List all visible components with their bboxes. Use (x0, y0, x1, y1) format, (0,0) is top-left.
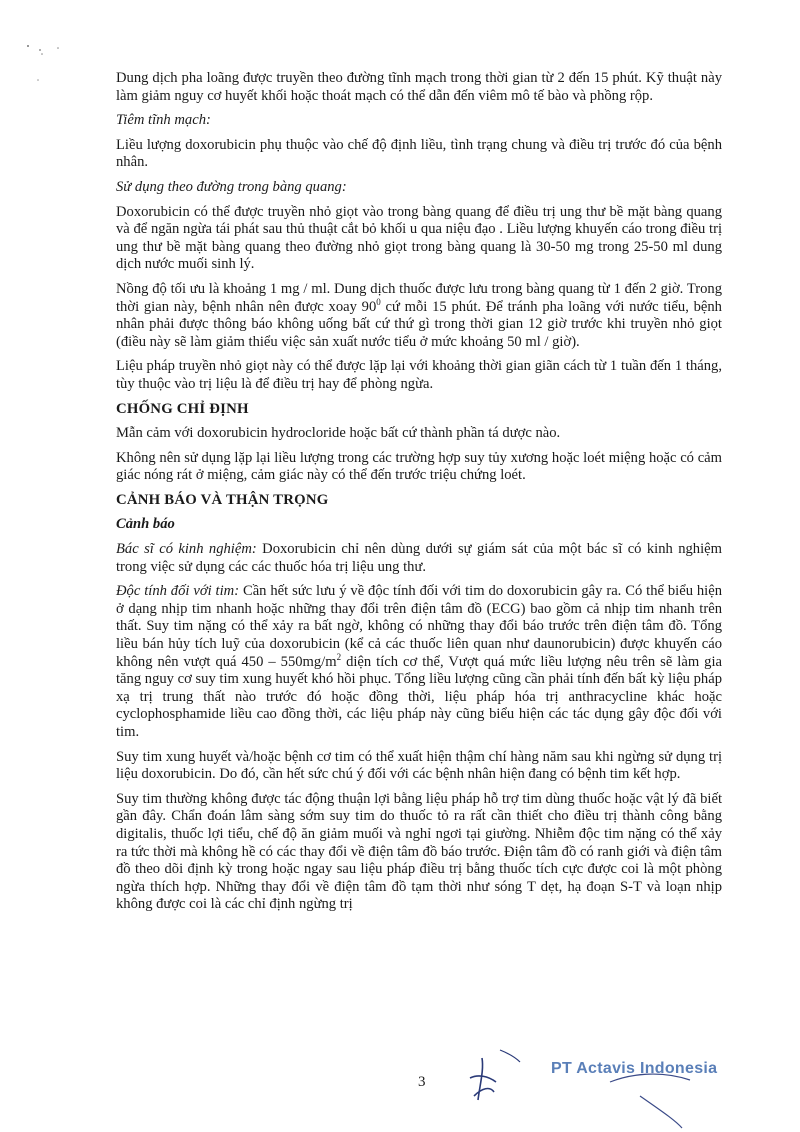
paragraph-repeat-instillation: Liệu pháp truyền nhỏ giọt này có thể được lặp lại với khoảng thời gian giãn cách từ 1 tuần đến 1 tháng, tùy thuộc vào trị liệu là để điều trị hay để phòng ngừa. (116, 358, 722, 392)
text-experienced-physician: Doxorubicin chỉ nên dùng dưới sự giám sát của một bác sĩ có kinh nghiệm trong việc sử dụng các các thuốc hóa trị liệu ung thư. (116, 541, 722, 575)
paragraph-heart-failure: Suy tim xung huyết và/hoặc bệnh cơ tim có thể xuất hiện thậm chí hàng năm sau khi ngừng sử dụng trị liệu doxorubicin. Do đó, cần hết sức chú ý đối với các bệnh nhân hiện đang có bệnh tim kết hợp. (116, 748, 722, 783)
subheading-intravesical: Sử dụng theo đường trong bàng quang: (116, 178, 347, 195)
heading-warnings-precautions: CẢNH BÁO VÀ THẬN TRỌNG (116, 491, 329, 508)
lead-cardiotoxicity: Độc tính đối với tim: (116, 583, 240, 600)
paragraph-hypersensitivity: Mẫn cảm với doxorubicin hydrocloride hoặc bất cứ thành phần tá dược nào. (116, 425, 561, 442)
heading-contraindications: CHỐNG CHỈ ĐỊNH (116, 400, 249, 417)
paragraph-heart-failure-treatment: Suy tim thường không được tác động thuận lợi bằng liệu pháp hỗ trợ tim dùng thuốc hoặc vật lý đã biết gần đây. Chẩn đoán lâm sàng sớm suy tim do thuốc tỏ ra rất cần thiết cho điều trị thành công bằng digitalis, thuốc lợi tiểu, chế độ ăn giảm muối và nghỉ ngơi tại giường. Nhiễm độc tim nặng có thể xảy ra tức thời mà không hề có các thay đổi về điện tâm đồ báo trước. Điện tâm đồ có ranh giới và điện tâm đồ theo dõi định kỳ trong hoặc ngay sau liệu pháp điều trị bằng thuốc tích cực được coi là một phòng ngừa thích hợp. Những thay đổi về điện tâm đồ tạm thời như sóng T dẹt, hạ đoạn S-T và loạn nhịp không được coi là các chỉ định ngừng trị (116, 790, 722, 913)
lead-experienced-physician: Bác sĩ có kinh nghiệm: (116, 541, 257, 558)
paragraph-cardiotoxicity (116, 583, 722, 741)
paragraph-dilution: Dung dịch pha loãng được truyền theo đường tĩnh mạch trong thời gian từ 2 đến 15 phút. Kỹ thuật này làm giảm nguy cơ huyết khối hoặc thoát mạch có thể dẫn đến viêm mô tế bào và phồng rộp. (116, 70, 722, 104)
paragraph-concentration-part2: cứ mỗi 15 phút. Để tránh pha loãng với nước tiểu, bệnh nhân phải được thông báo không uống bất cứ thứ gì trong thời gian 12 giờ trước khi truyền nhỏ giọt (điều này sẽ làm giảm thiểu việc sản xuất nước tiểu ở mức khoảng 50 ml / giờ). (116, 298, 722, 350)
paragraph-iv-dosage: Liều lượng doxorubicin phụ thuộc vào chế độ định liều, tình trạng chung và điều trị trước đó của bệnh nhân. (116, 136, 722, 171)
degree-superscript: 0 (376, 296, 381, 307)
page-number: 3 (418, 1074, 426, 1090)
paragraph-experienced-physician (116, 541, 722, 576)
company-stamp: PT Actavis Indonesia (551, 1060, 718, 1077)
text-cardiotoxicity-part2: diện tích cơ thể, Vượt quá mức liều lượng nêu trên sẽ làm gia tăng nguy cơ suy tim xung huyết khó hồi phục. Tổng liều lượng cũng cần phải tính đến bất kỳ liệu pháp xạ trị trung thất nào trước đó hoặc đồng thời, liệu pháp hóa trị anthracycline khác hoặc cyclophosphamide liều cao đồng thời, các liệu pháp này cũng biểu hiện các tác dụng gây độc đối với tim. (116, 653, 722, 740)
squared-superscript: 2 (336, 651, 342, 662)
subheading-iv-injection: Tiêm tĩnh mạch: (116, 112, 211, 129)
handwritten-signature (460, 1040, 720, 1130)
paragraph-concentration-part1: Nồng độ tối ưu là khoảng 1 mg / ml. Dung dịch thuốc được lưu trong bàng quang từ 1 đến 2 giờ. Trong thời gian này, bệnh nhân nên được xoay 90 (116, 280, 722, 315)
paragraph-concentration (116, 281, 722, 351)
paragraph-bone-marrow: Không nên sử dụng lặp lại liều lượng trong các trường hợp suy tủy xương hoặc loét miệng hoặc có cảm giác nóng rát ở miệng, cảm giác này có thể đến trước triệu chứng loét. (116, 449, 722, 484)
text-cardiotoxicity-part1: Cần hết sức lưu ý về độc tính đối với tim do doxorubicin gây ra. Có thể biểu hiện ở dạng nhịp tim nhanh hoặc những thay đổi trên điện tâm đồ (ECG) bao gồm cả nhịp tim nhanh trên thất. Suy tim nặng có thể xảy ra bất ngờ, không có những thay đổi báo trước trên điện tâm đồ. Tổng liều bán hủy tích luỹ của doxorubicin (kể cả các thuốc liên quan như daunorubicin) được khuyến cáo không nên vượt quá 450 – 550mg/m (116, 583, 723, 670)
scan-specks (20, 36, 70, 86)
subheading-warnings: Cảnh báo (116, 516, 175, 533)
paragraph-intravesical-dose: Doxorubicin có thể được truyền nhỏ giọt vào trong bàng quang để điều trị ung thư bề mặt bàng quang và để ngăn ngừa tái phát sau thủ thuật cắt bỏ khối u qua niệu đạo . Liều lượng khuyến cáo trong điều trị ung thư bề mặt bàng quang theo đường nhỏ giọt trong bàng quang là 30-50 mg trong 25-50 ml dung dịch nước muối sinh lý. (116, 203, 722, 273)
document-body (116, 70, 722, 921)
